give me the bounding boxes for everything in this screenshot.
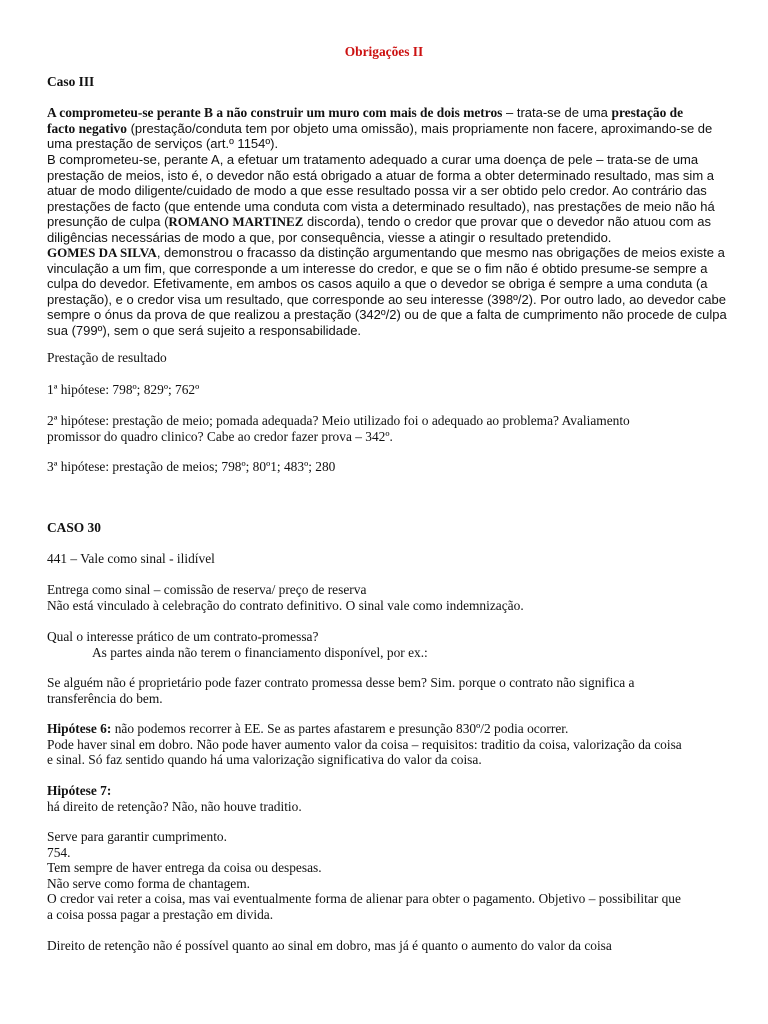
paragraph-line: uma prestação de serviços (art.º 1154º). (47, 136, 279, 152)
paragraph-line (47, 214, 727, 230)
paragraph-line: Pode haver sinal em dobro. Não pode haver aumento valor da coisa – requisitos: traditio da coisa, valorização da coisa (47, 736, 682, 752)
hypothesis-label: Hipótese 6: (47, 721, 112, 736)
paragraph-line: Não serve como forma de chantagem. (47, 875, 251, 891)
paragraph-line: atuar de modo diligente/cuidado de modo a que esse resultado possa vir a ser obtido pelo credor. Ao contrário das (47, 183, 707, 199)
paragraph-line: há direito de retenção? Não, não houve traditio. (47, 798, 302, 814)
author-name: ROMANO MARTINEZ (168, 214, 304, 230)
text-run: trata-se de uma (516, 105, 612, 120)
paragraph-line: prestação de meios, isto é, o devedor não está obrigado a atuar de forma a obter determinado resultado, mas sim a (47, 167, 714, 183)
paragraph-line: diligências necessárias de modo a que, por consequência, viesse a atingir o resultado pretendido. (47, 229, 612, 245)
section-heading-caso-30: CASO 30 (47, 520, 101, 535)
paragraph-line: Entrega como sinal – comissão de reserva/ preço de reserva (47, 582, 367, 597)
paragraph-line: transferência do bem. (47, 690, 163, 706)
paragraph-line: sua (799º), sem o que será sujeito a responsabilidade. (47, 322, 362, 338)
text-run: presunção de culpa ( (47, 214, 169, 230)
paragraph-line: Qual o interesse prático de um contrato-promessa? (47, 629, 319, 644)
text-run: (prestação/conduta tem por objeto uma omissão), mais propriamente non facere, aproximando-se de (126, 120, 713, 136)
bold-term: prestação de (611, 105, 684, 120)
paragraph-line: culpa do devedor. Efetivamente, em ambos os casos aquilo a que o devedor se obriga é sempre a uma conduta (a (47, 276, 708, 292)
paragraph-line: e sinal. Só faz sentido quando há uma valorização significativa do valor da coisa. (47, 752, 482, 768)
paragraph-direito-retencao: Direito de retenção não é possível quanto ao sinal em dobro, mas já é quanto o aumento do valor da coisa (47, 938, 612, 953)
paragraph-line (47, 121, 727, 137)
paragraph-line: promissor do quadro clinico? Cabe ao credor fazer prova – 342º. (47, 428, 393, 444)
paragraph-line: 2ª hipótese: prestação de meio; pomada adequada? Meio utilizado foi o adequado ao problema? Avaliamento (47, 413, 630, 428)
paragraph-line: Não está vinculado à celebração do contrato definitivo. O sinal vale como indemnização. (47, 597, 524, 613)
author-name: GOMES DA SILVA (47, 245, 157, 260)
paragraph-line: Serve para garantir cumprimento. (47, 829, 227, 844)
paragraph-line: vinculação a um fim, que corresponde a um interesse do credor, e que se o fim não é obtido presume-se sempre a (47, 260, 708, 276)
paragraph-line: sempre o ónus da prova de que realizou a prestação (342º/2) ou de que a falta de cumprimento não procede de culpa (47, 307, 727, 323)
paragraph-facto-negativo (47, 105, 727, 152)
hypothesis-6 (47, 721, 727, 768)
paragraph-line: Tem sempre de haver entrega da coisa ou despesas. (47, 860, 322, 876)
hypothesis-1: 1ª hipótese: 798º; 829º; 762º (47, 382, 200, 397)
section-heading-caso-iii: Caso III (47, 74, 95, 89)
article-441: 441 – Vale como sinal - ilidível (47, 551, 215, 566)
bold-term: facto negativo (47, 120, 127, 136)
hypothesis-2 (47, 413, 727, 444)
text-run: não podemos recorrer à EE. Se as partes afastarem e presunção 830º/2 podia ocorrer. (111, 721, 569, 736)
paragraph-retencao (47, 829, 727, 923)
label-prestacao-resultado: Prestação de resultado (47, 350, 167, 365)
paragraph-line: Se alguém não é proprietário pode fazer contrato promessa desse bem? Sim. porque o contrato não significa a (47, 675, 635, 690)
paragraph-line (47, 105, 727, 121)
dash: – (502, 105, 517, 120)
paragraph-line: O credor vai reter a coisa, mas vai eventualmente forma de alienar para obter o pagamento. Objetivo – possibilitar que (47, 891, 681, 907)
paragraph-gomes-da-silva (47, 245, 727, 339)
paragraph-line (47, 245, 727, 261)
paragraph-line: As partes ainda não terem o financiamento disponível, por ex.: (92, 644, 428, 660)
paragraph-proprietario (47, 675, 727, 706)
document-title: Obrigações II (344, 44, 424, 59)
paragraph-line: a coisa possa pagar a prestação em divida. (47, 906, 274, 922)
paragraph-line (47, 721, 727, 737)
hypothesis-3: 3ª hipótese: prestação de meios; 798º; 80º1; 483º; 280 (47, 459, 336, 474)
hypothesis-7 (47, 783, 727, 814)
paragraph-prestacao-de-meios (47, 152, 727, 246)
paragraph-line: prestação), e o credor visa um resultado, que corresponde ao seu interesse (398º/2). Por outro lado, ao devedor cabe (47, 291, 726, 307)
question-contrato-promessa (47, 629, 727, 660)
paragraph-line: B comprometeu-se, perante A, a efetuar um tratamento adequado a curar uma doença de pele – trata-se de uma (47, 152, 699, 167)
text-run: , demonstrou o fracasso da distinção argumentando que mesmo nas obrigações de meios existe a (156, 245, 725, 260)
text-run: discorda), tendo o credor que provar que o devedor não atuou com as (303, 214, 711, 230)
paragraph-sinal (47, 582, 727, 613)
bold-lead: A comprometeu-se perante B a não construir um muro com mais de dois metros (47, 105, 503, 120)
paragraph-line: 754. (47, 844, 71, 860)
hypothesis-label: Hipótese 7: (47, 783, 112, 798)
paragraph-line: prestações de facto (que entende uma conduta com vista a determinado resultado), nas prestações de meio não há (47, 198, 715, 214)
